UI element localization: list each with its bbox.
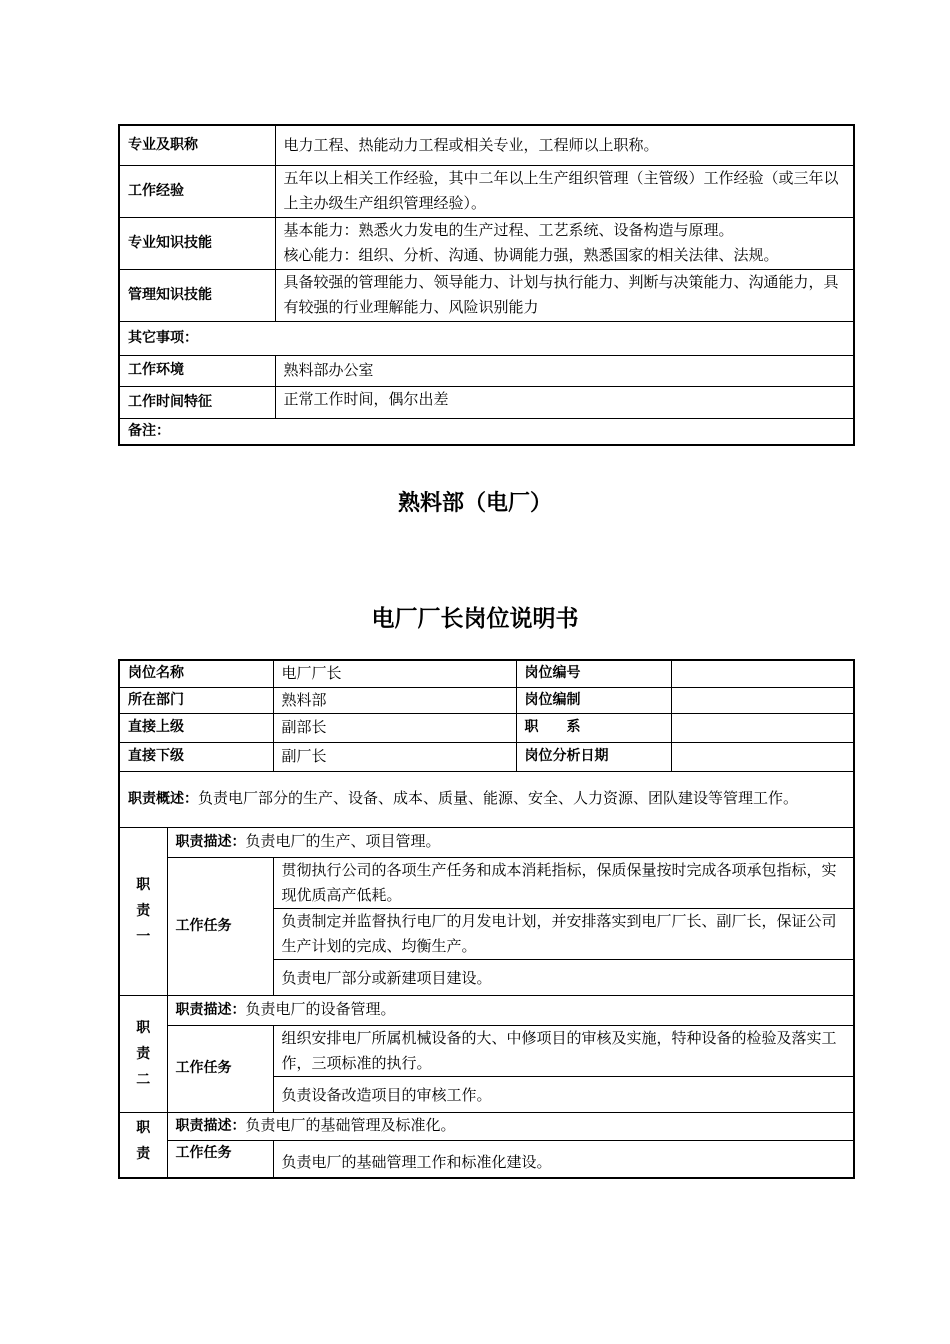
table-row <box>119 827 854 857</box>
requirements-table <box>118 124 855 446</box>
desc-label: 职责描述： <box>175 1002 246 1018</box>
note-label: 备注： <box>119 418 854 445</box>
position-name-value: 电厂厂长 <box>273 660 516 687</box>
duty-char: 职 <box>136 1119 151 1136</box>
table-row <box>119 355 854 386</box>
job-family-value <box>671 713 854 742</box>
task-item: 组织安排电厂所属机械设备的大、中修项目的审核及实施，特种设备的检验及落实工作，三项标准的执行。 <box>273 1025 854 1076</box>
position-code-label: 岗位编号 <box>516 660 671 687</box>
headcount-label: 岗位编制 <box>516 687 671 713</box>
overview-cell <box>119 771 854 827</box>
table-row <box>119 386 854 418</box>
env-value: 熟料部办公室 <box>275 355 854 386</box>
table-row <box>119 165 854 217</box>
other-label: 其它事项： <box>119 321 854 355</box>
analysis-date-value <box>671 742 854 771</box>
basic-ability: 基本能力：熟悉火力发电的生产过程、工艺系统、设备构造与原理。 <box>283 221 734 239</box>
table-row <box>119 687 854 713</box>
analysis-date-label: 岗位分析日期 <box>516 742 671 771</box>
duty-1-desc <box>167 827 854 857</box>
duty-char: 职 <box>136 1019 151 1036</box>
position-code-value <box>671 660 854 687</box>
superior-value: 副部长 <box>273 713 516 742</box>
duty-char: 职 <box>136 877 151 893</box>
duty-char: 责 <box>136 1145 151 1162</box>
headcount-value <box>671 687 854 713</box>
desc-text: 负责电厂的基础管理及标准化。 <box>245 1116 456 1134</box>
table-row <box>119 742 854 771</box>
task-item: 负责电厂的基础管理工作和标准化建设。 <box>273 1140 854 1178</box>
row-value: 电力工程、热能动力工程或相关专业，工程师以上职称。 <box>275 125 854 165</box>
overview-label: 职责概述： <box>128 791 198 807</box>
page-title: 电厂厂长岗位说明书 <box>371 606 579 632</box>
table-row <box>119 125 854 165</box>
duty-3-desc <box>167 1112 854 1140</box>
desc-label: 职责描述： <box>175 834 246 850</box>
table-row <box>119 713 854 742</box>
subordinate-value: 副厂长 <box>273 742 516 771</box>
duty-char: 责 <box>136 903 151 919</box>
overview-text: 负责电厂部分的生产、设备、成本、质量、能源、安全、人力资源、团队建设等管理工作。 <box>198 789 799 807</box>
table-row <box>119 321 854 355</box>
task-item: 负责制定并监督执行电厂的月发电计划，并安排落实到电厂厂长、副厂长，保证公司生产计划的完成、均衡生产。 <box>273 908 854 959</box>
row-label: 专业及职称 <box>119 125 275 165</box>
core-ability: 核心能力：组织、分析、沟通、协调能力强，熟悉国家的相关法律、法规。 <box>283 246 779 264</box>
row-label: 工作经验 <box>119 165 275 217</box>
row-value: 五年以上相关工作经验，其中二年以上生产组织管理（主管级）工作经验（或三年以上主办级生产组织管理经验）。 <box>275 165 854 217</box>
table-row <box>119 1025 854 1076</box>
table-row <box>119 269 854 321</box>
subordinate-label: 直接下级 <box>119 742 273 771</box>
env-label: 工作环境 <box>119 355 275 386</box>
job-table <box>118 659 855 1179</box>
table-row <box>119 995 854 1025</box>
table-row <box>119 1112 854 1140</box>
task-label: 工作任务 <box>167 1025 273 1112</box>
task-item: 贯彻执行公司的各项生产任务和成本消耗指标，保质保量按时完成各项承包指标，实现优质高产低耗。 <box>273 857 854 908</box>
task-label: 工作任务 <box>167 1140 273 1178</box>
table-row <box>119 418 854 445</box>
task-item: 负责设备改造项目的审核工作。 <box>273 1076 854 1112</box>
superior-label: 直接上级 <box>119 713 273 742</box>
job-family-label: 职 系 <box>516 713 671 742</box>
task-item: 负责电厂部分或新建项目建设。 <box>273 959 854 995</box>
table-row <box>119 857 854 908</box>
time-label: 工作时间特征 <box>119 386 275 418</box>
duty-1-label <box>119 827 167 995</box>
row-value: 具备较强的管理能力、领导能力、计划与执行能力、判断与决策能力、沟通能力，具有较强的行业理解能力、风险识别能力 <box>275 269 854 321</box>
desc-text: 负责电厂的生产、项目管理。 <box>245 832 441 850</box>
desc-text: 负责电厂的设备管理。 <box>245 1000 396 1018</box>
duty-char: 一 <box>136 929 151 945</box>
department-label: 所在部门 <box>119 687 273 713</box>
row-label: 管理知识技能 <box>119 269 275 321</box>
table-row <box>119 1140 854 1178</box>
duty-char: 责 <box>136 1045 151 1062</box>
duty-3-label <box>119 1112 167 1178</box>
department-value: 熟料部 <box>273 687 516 713</box>
duty-char: 二 <box>136 1071 151 1088</box>
row-value <box>275 217 854 269</box>
position-name-label: 岗位名称 <box>119 660 273 687</box>
desc-label: 职责描述： <box>175 1118 246 1134</box>
time-value: 正常工作时间，偶尔出差 <box>275 386 854 418</box>
table-row <box>119 660 854 687</box>
task-label: 工作任务 <box>167 857 273 995</box>
duty-2-label <box>119 995 167 1112</box>
row-label: 专业知识技能 <box>119 217 275 269</box>
table-row <box>119 771 854 827</box>
duty-2-desc <box>167 995 854 1025</box>
section-title: 熟料部（电厂） <box>397 491 552 516</box>
table-row <box>119 217 854 269</box>
